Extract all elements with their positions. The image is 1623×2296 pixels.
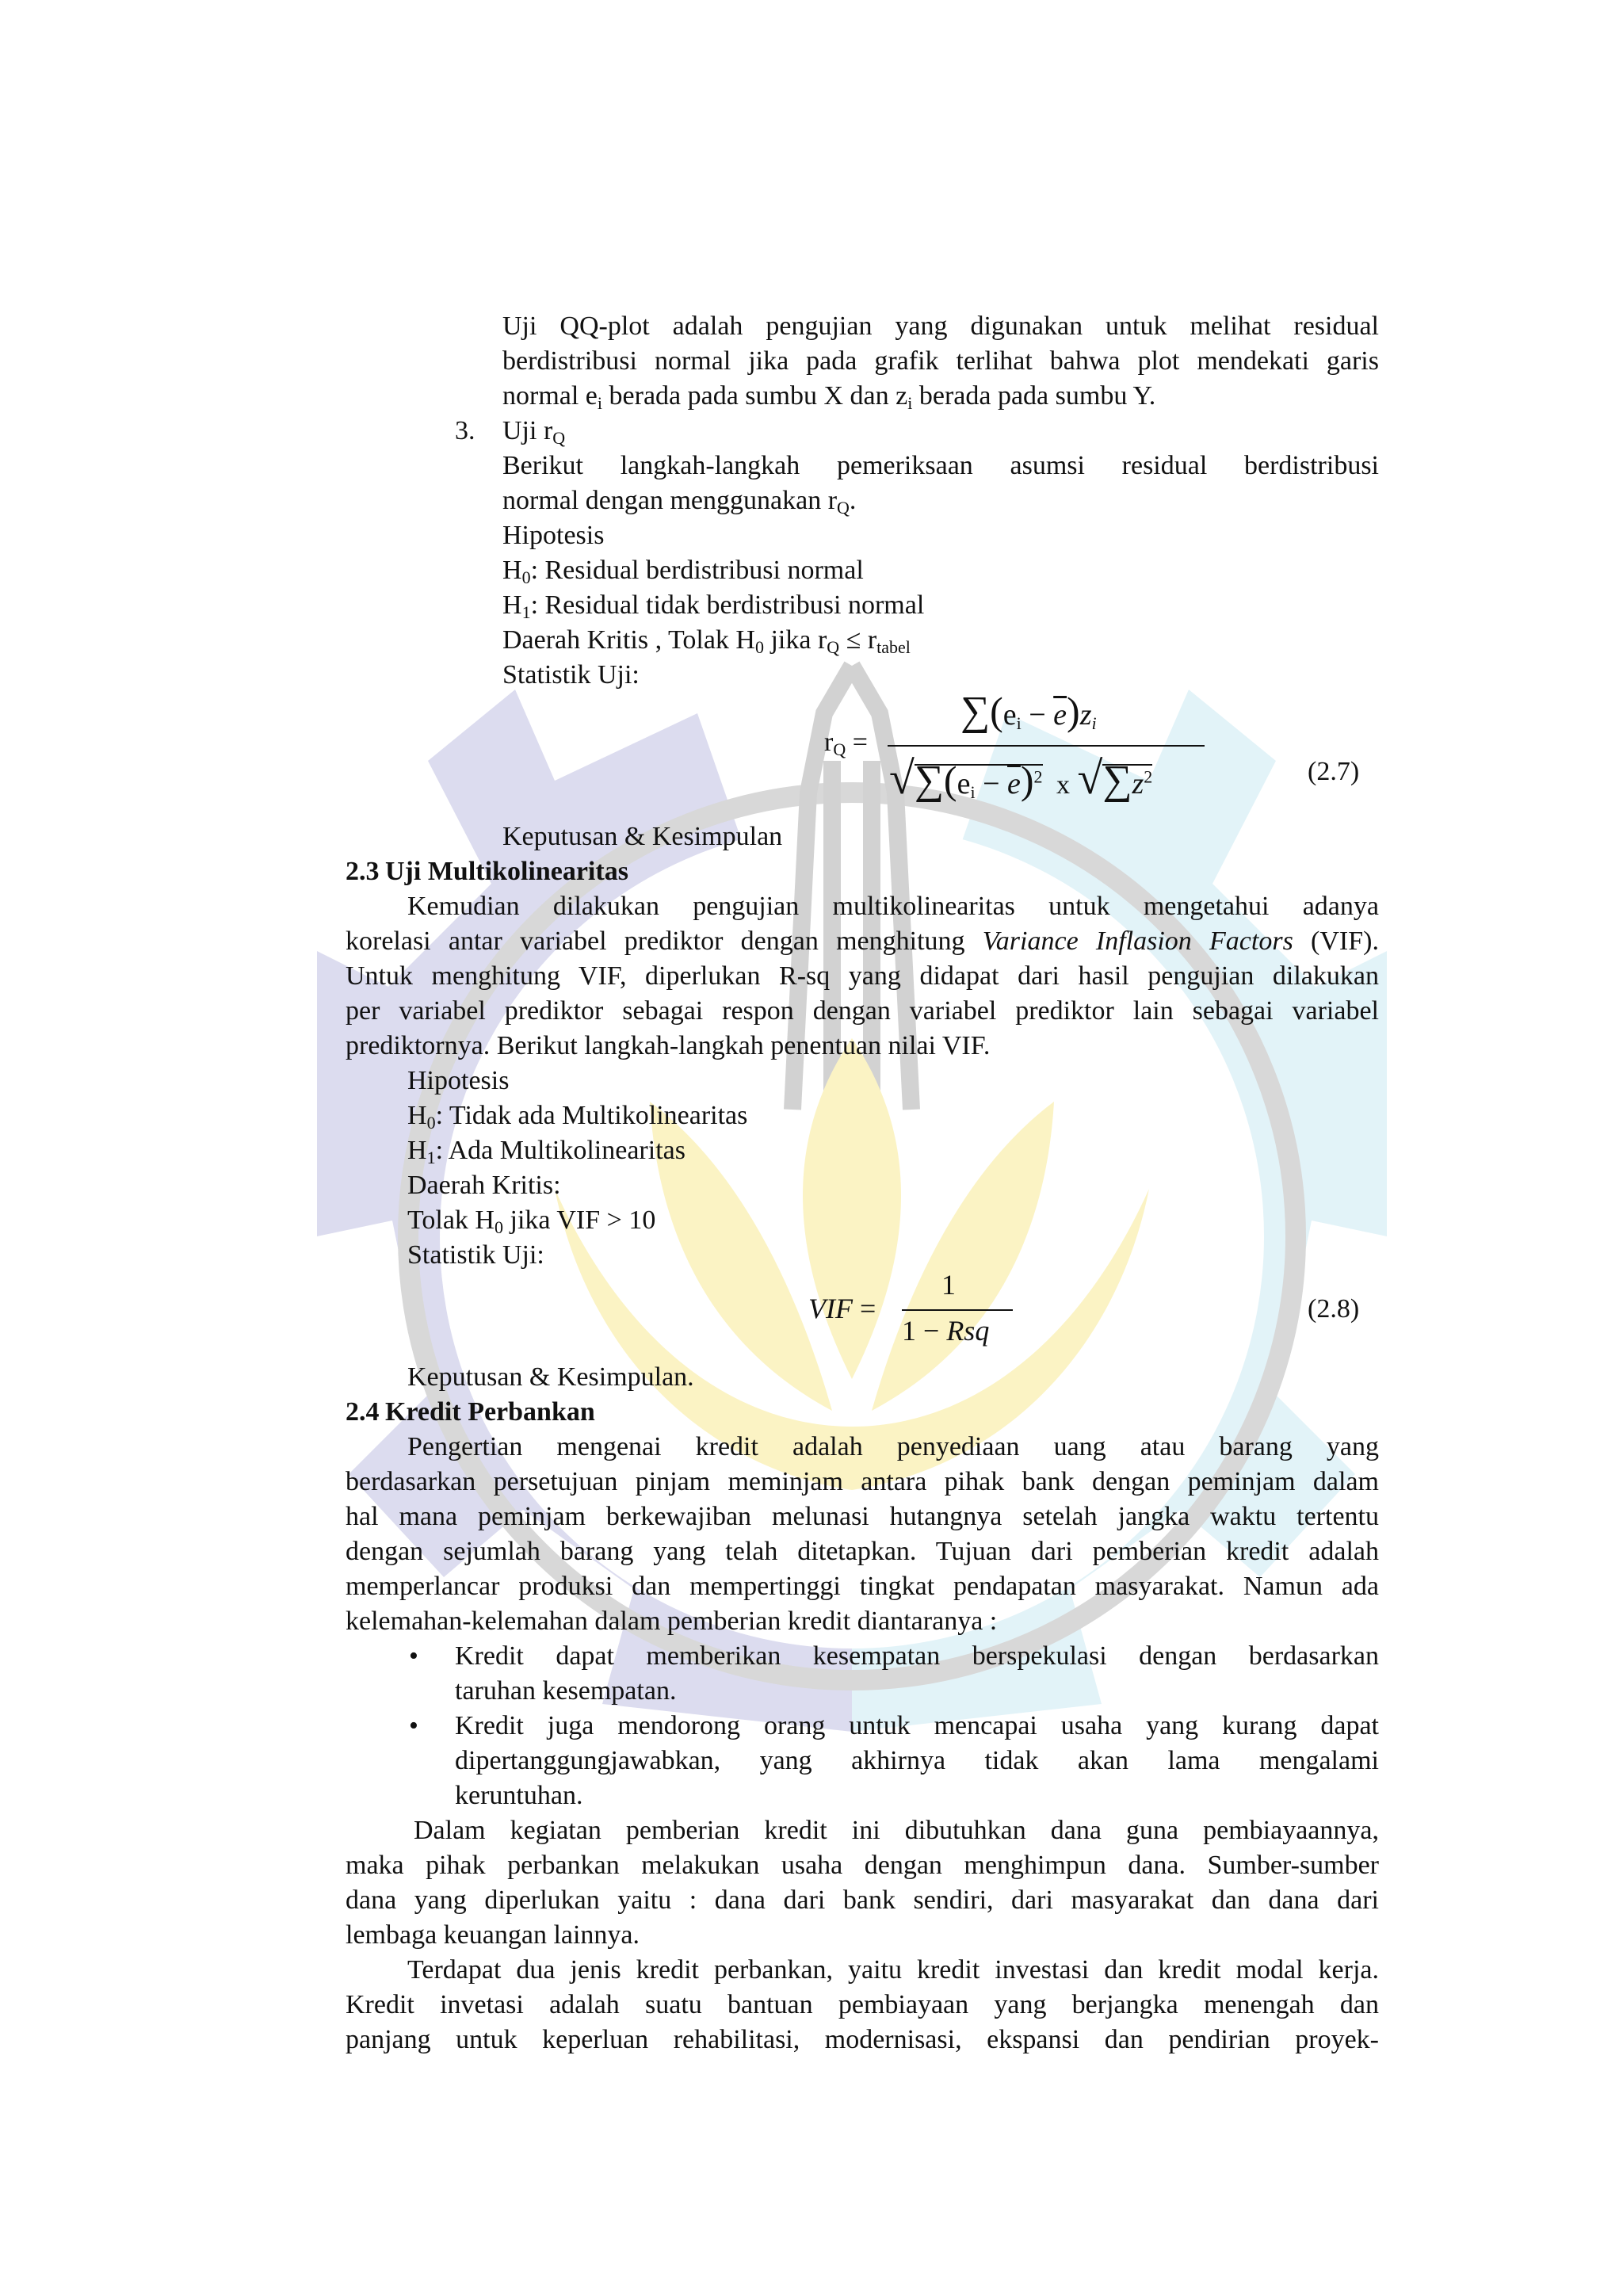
- rq-item-title: Uji $r_Q$: [502, 416, 566, 448]
- equation-2-7-number: (2.7): [1308, 757, 1360, 786]
- section-2-3-title: Uji Multikolinearitas: [385, 857, 628, 886]
- qq-plot-paragraph: [502, 309, 1379, 379]
- vif-para-lines-3-4: Untuk menghitung VIF, diperlukan R-sq yang didapat dari hasil pengujian dilakukan per variabel prediktor sebagai respon dengan variabel prediktor lain sebagai variabel: [346, 961, 1379, 1026]
- eq28-denominator: 1 − Rsq: [902, 1315, 990, 1347]
- vif-para-line-2: korelasi antar variabel prediktor dengan menghitung Variance Inflasion Factors (VIF).: [346, 926, 1379, 956]
- eq28-lhs: VIF =: [808, 1293, 876, 1324]
- qq-line-2: berdistribusi normal jika pada grafik terlihat bahwa plot mendekati garis: [502, 346, 1379, 376]
- bullet-2-lines: Kredit juga mendorong orang untuk mencapai usaha yang kurang dapat dipertanggungjawabkan, yang akhirnya tidak akan lama mengalami: [455, 1711, 1379, 1775]
- rq-desc-line-2: normal dengan menggunakan $r_Q$.: [502, 486, 857, 518]
- eq27-numerator: $\sum(e_i - \overline{e})z_i$: [960, 689, 1097, 734]
- kredit-para-2-body: maka pihak perbankan melakukan usaha dengan menghimpun dana. Sumber-sumber dana yang diperlukan yaitu : dana dari bank sendiri, dari masyarakat dan dana dari: [346, 1851, 1379, 1915]
- kredit-para-2-line-1: Dalam kegiatan pemberian kredit ini dibutuhkan dana guna pembiayaannya,: [414, 1816, 1379, 1845]
- kredit-para-2-last: lembaga keuangan lainnya.: [346, 1920, 640, 1950]
- rq-hipotesis: Hipotesis: [502, 521, 605, 550]
- bullet-1-line-1: Kredit dapat memberikan kesempatan berspekulasi dengan berdasarkan: [455, 1641, 1379, 1671]
- rq-h1: $H_1$: Residual tidak berdistribusi normal: [502, 590, 925, 622]
- eq27-fraction-bar: [888, 745, 1205, 747]
- section-2-4-title: Kredit Perbankan: [385, 1397, 595, 1427]
- rq-statistik-uji: Statistik Uji:: [502, 660, 640, 690]
- eq27-denominator: $√\sum(e_i - \overline{e})^2$ x $√\sum z^2$: [889, 752, 1153, 804]
- section-2-4-number: 2.4: [346, 1397, 380, 1427]
- vif-para-line-1: Kemudian dilakukan pengujian multikolinearitas untuk mengetahui adanya: [407, 892, 1379, 921]
- rq-item-number: 3.: [455, 416, 475, 445]
- qq-line-1: Uji QQ-plot adalah pengujian yang digunakan untuk melihat residual: [502, 311, 1379, 341]
- kredit-para-1-last: kelemahan-kelemahan dalam pemberian kredit diantaranya :: [346, 1606, 998, 1636]
- vif-statistik-uji: Statistik Uji:: [407, 1240, 544, 1270]
- rq-desc-line-1: Berikut langkah-langkah pemeriksaan asumsi residual berdistribusi: [502, 451, 1379, 480]
- bullet-1-line-2: taruhan kesempatan.: [455, 1676, 677, 1706]
- rq-keputusan: Keputusan & Kesimpulan: [502, 822, 783, 851]
- vif-h0: $H_0$: Tidak ada Multikolinearitas: [407, 1101, 748, 1133]
- eq27-lhs: $r_Q$ =: [824, 728, 868, 759]
- rq-h0: $H_0$: Residual berdistribusi normal: [502, 556, 864, 587]
- bullet-2-line-3: keruntuhan.: [455, 1781, 583, 1810]
- kredit-para-1-body: berdasarkan persetujuan pinjam meminjam antara pihak bank dengan peminjam dalam hal mana peminjam berkewajiban melunasi hutangnya setelah jangka waktu tertentu dengan sejumlah barang yang telah ditetapkan. Tujuan dari pemberian kredit adalah memperlancar produksi dan mempertinggi tingkat pendapatan masyarakat. Namun ada: [346, 1467, 1379, 1601]
- equation-2-8: [808, 1268, 1046, 1355]
- equation-2-7: [824, 688, 1181, 823]
- eq28-numerator: 1: [941, 1269, 956, 1301]
- vif-keputusan: Keputusan & Kesimpulan.: [407, 1362, 694, 1392]
- section-2-3-number: 2.3: [346, 857, 380, 886]
- bullet-2-marker: •: [409, 1711, 418, 1740]
- vif-daerah-kritis: Daerah Kritis:: [407, 1171, 561, 1200]
- kredit-para-3-body: Kredit invetasi adalah suatu bantuan pembiayaan yang berjangka menengah dan panjang untuk keperluan rehabilitasi, modernisasi, ekspansi dan pendirian proyek-: [346, 1990, 1379, 2054]
- eq28-fraction-bar: [902, 1309, 1013, 1311]
- kredit-para-1-line-1: Pengertian mengenai kredit adalah penyediaan uang atau barang yang: [407, 1432, 1379, 1461]
- vif-hipotesis: Hipotesis: [407, 1066, 510, 1095]
- rq-daerah-kritis: Daerah Kritis , Tolak $H_0$ jika $r_Q \le r_{tabel}$: [502, 625, 911, 657]
- vif-h1: $H_1$: Ada Multikolinearitas: [407, 1136, 685, 1167]
- qq-line-3: normal $e_i$ berada pada sumbu X dan $z_i$ berada pada sumbu Y.: [502, 381, 1156, 413]
- equation-2-8-number: (2.8): [1308, 1294, 1360, 1324]
- vif-tolak: Tolak $H_0$ jika VIF > 10: [407, 1205, 656, 1237]
- bullet-1-marker: •: [409, 1641, 418, 1671]
- kredit-para-3-line-1: Terdapat dua jenis kredit perbankan, yaitu kredit investasi dan kredit modal kerja.: [407, 1955, 1379, 1985]
- vif-para-line-5: prediktornya. Berikut langkah-langkah penentuan nilai VIF.: [346, 1031, 991, 1060]
